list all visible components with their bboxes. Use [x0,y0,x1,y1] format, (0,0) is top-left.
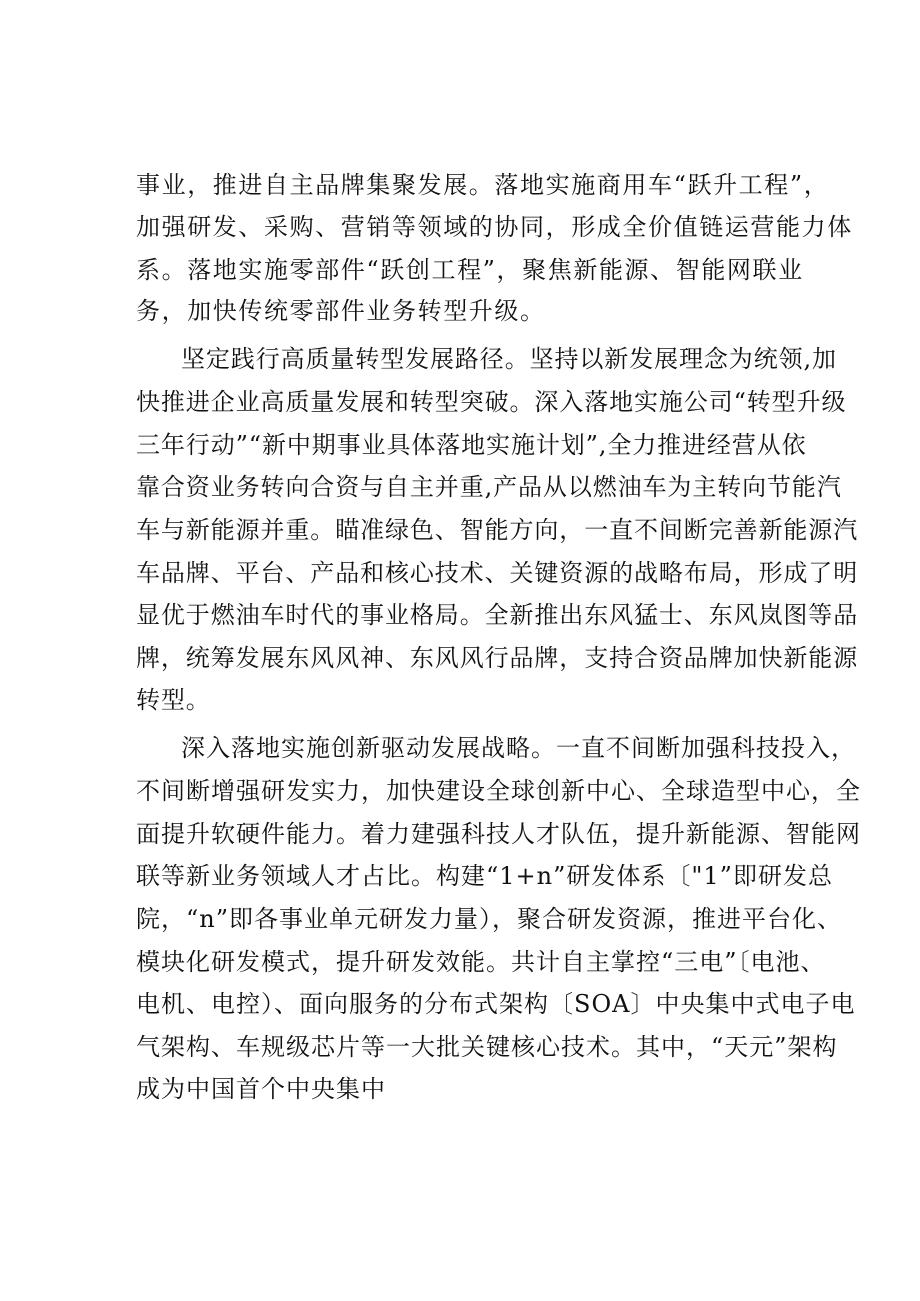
text-line: 模块化研发模式，提升研发效能。共计自主掌控“三电”〔电池、 [136,948,826,976]
text-line: 深入落地实施创新驱动发展战略。一直不间断加强科技投入， [181,734,856,762]
text-line: 坚定践行高质量转型发展路径。坚持以新发展理念为统领,加 [181,345,837,373]
text-line: 电机、电控）、面向服务的分布式架构〔SOA〕中央集中式电子电 [136,990,856,1018]
text-line: 牌，统筹发展东风风神、东风风行品牌，支持合资品牌加快新能源 [136,644,859,672]
text-line: 转型。 [136,686,211,714]
text-line: 事业，推进自主品牌集聚发展。落地实施商用车“跃升工程”， [136,171,830,199]
text-line: 成为中国首个中央集中 [136,1075,386,1103]
text-line: 靠合资业务转向合资与自主并重,产品从以燃油车为主转向节能汽 [136,473,842,501]
text-line: 院，“n”即各事业单元研发力量），聚合研发资源，推进平台化、 [136,905,842,933]
text-line: 三年行动”“新中期事业具体落地实施计划”,全力推进经营从依 [136,431,807,459]
text-line: 联等新业务领域人才占比。构建“1+n”研发体系〔"1”即研发总 [136,862,833,890]
text-line: 车品牌、平台、产品和核心技术、关键资源的战略布局，形成了明 [136,559,859,587]
text-line: 显优于燃油车时代的事业格局。全新推出东风猛士、东风岚图等品 [136,601,859,629]
text-line: 快推进企业高质量发展和转型突破。深入落地实施公司“转型升级 [136,388,847,416]
text-line: 气架构、车规级芯片等一大批关键核心技术。其中，“天元”架构 [136,1033,838,1061]
text-line: 务，加快传统零部件业务转型升级。 [136,297,546,325]
text-line: 不间断增强研发实力，加快建设全球创新中心、全球造型中心，全 [136,777,861,805]
text-line: 加强研发、采购、营销等领域的协同，形成全价值链运营能力体 [136,213,853,241]
text-line: 面提升软硬件能力。着力建强科技人才队伍，提升新能源、智能网 [136,820,861,848]
text-line: 系。落地实施零部件“跃创工程”，聚焦新能源、智能网联业 [136,256,804,284]
text-line: 车与新能源并重。瞄准绿色、智能方向，一直不间断完善新能源汽 [136,516,859,544]
